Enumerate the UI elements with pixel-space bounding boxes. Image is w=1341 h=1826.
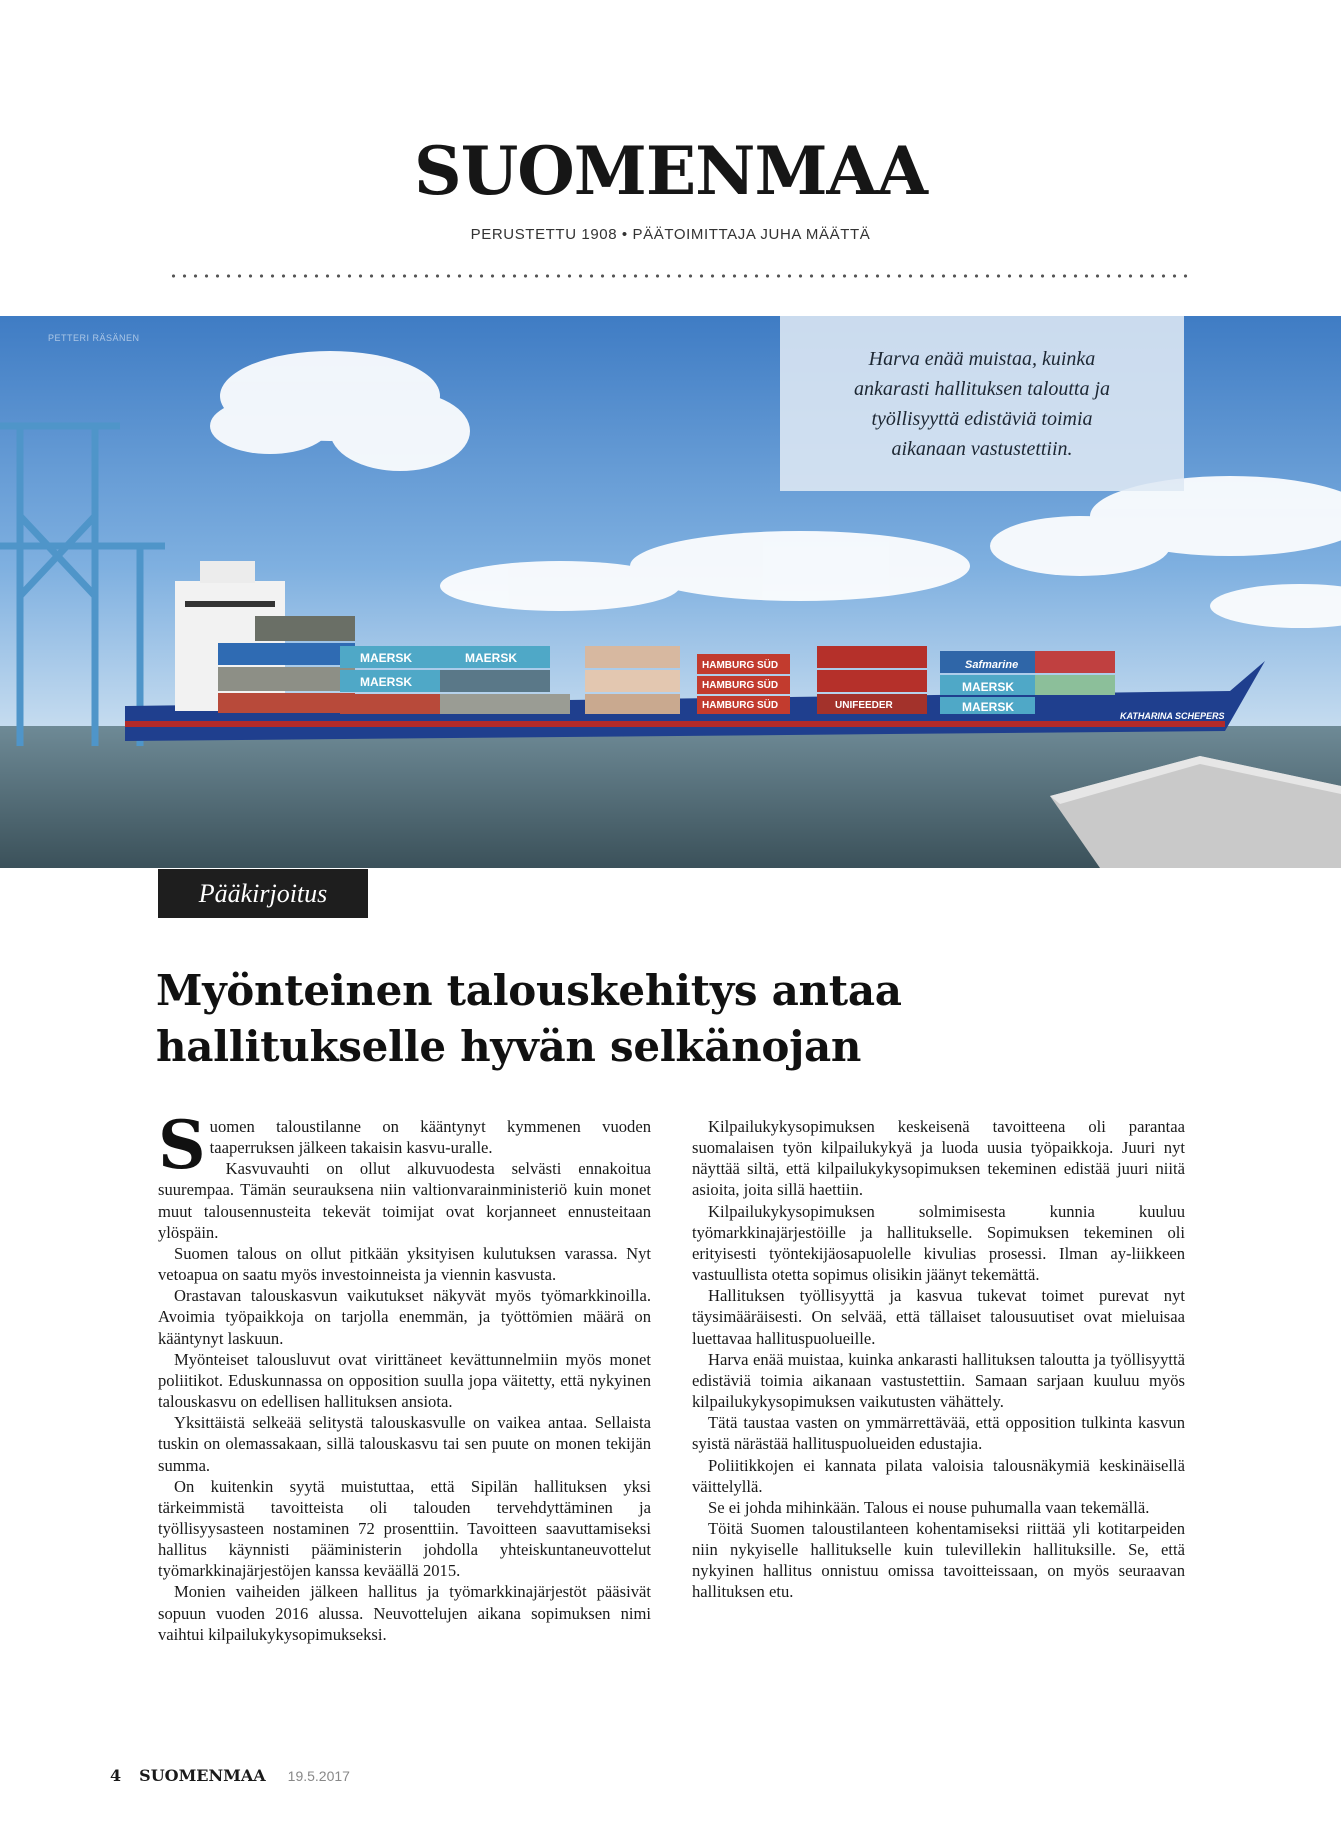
svg-text:HAMBURG SÜD: HAMBURG SÜD <box>702 660 779 671</box>
article-paragraph: Se ei johda mihinkään. Talous ei nouse puhumalla vaan tekemällä. <box>708 1497 1150 1517</box>
svg-text:MAERSK: MAERSK <box>962 700 1015 714</box>
masthead-logo: SUOMENMAA <box>414 132 927 210</box>
svg-text:UNIFEEDER: UNIFEEDER <box>835 700 893 711</box>
article-paragraph: Orastavan talouskasvun vaikutukset näkyvät myös työmarkkinoilla. Avoimia työpaikkoja on tarjolla enemmän, ja työttömien määrä on kääntynyt laskuun. <box>158 1286 651 1348</box>
issue-date: 19.5.2017 <box>287 1768 350 1784</box>
pull-quote-text: Harva enää muistaa, kuinka ankarasti hallituksen taloutta ja työllisyyttä edistäviä toimia aikanaan vastustettiin. <box>853 347 1111 460</box>
svg-text:MAERSK: MAERSK <box>360 675 413 689</box>
svg-text:MAERSK: MAERSK <box>360 651 413 665</box>
article-paragraph: Harva enää muistaa, kuinka ankarasti hallituksen taloutta ja työllisyyttä edistäviä toimia aikanaan vastustettiin. Samaan sarjaan kuuluu myös kilpailukykysopimuksen vaikutusten vähättely. <box>692 1349 1185 1412</box>
article-paragraph: Kasvuvauhti on ollut alkuvuodesta selvästi ennakoitua suurempaa. Tämän seurauksena niin valtionvarainministeriö kuin monet muut talousennusteita tekevät toimijat ovat korjanneet ennusteitaan ylöspäin. <box>158 1159 651 1242</box>
masthead <box>0 132 1341 243</box>
svg-text:HAMBURG SÜD: HAMBURG SÜD <box>702 700 779 711</box>
article-paragraph: Yksittäistä selkeää selitystä talouskasvulle on vaikea antaa. Sellaista tuskin on olemassakaan, sillä talouskasvu tai sen puute on monen tekijän summa. <box>158 1413 651 1475</box>
article-lead-paragraph <box>158 1106 651 1184</box>
article-paragraph: Kilpailukykysopimuksen keskeisenä tavoitteena oli parantaa suomalaisen työn kilpailukykyä ja luoda uusia työpaikkoja. Juuri nyt näyttää siltä, että kilpailukykysopimuksen tekeminen edistää juuri niitä asioita, joita sillä haettiin. <box>692 1117 1185 1200</box>
article-paragraph: Kilpailukykysopimuksen solmimisesta kunnia kuuluu työmarkkinajärjestöille ja hallitukselle. Sopimuksen tekeminen oli erityisesti työntekijäosapuolelle kivulias prosessi. Ilman ay-liikkeen vastuullista otetta sopimus olisikin jäänyt tekemättä. <box>692 1201 1185 1285</box>
article-column-right <box>692 1116 1185 1603</box>
article-paragraph: Myönteiset talousluvut ovat virittäneet kevättunnelmiin myös monet poliitikot. Eduskunnassa on opposition suulla jopa väitetty, että nykyinen talouskasvu on edellisen hallituksen ansiota. <box>158 1349 651 1412</box>
headline-line-2: hallitukselle hyvän selkänojan <box>156 1022 862 1071</box>
footer-logo: SUOMENMAA <box>139 1766 266 1785</box>
svg-text:HAMBURG SÜD: HAMBURG SÜD <box>702 680 779 691</box>
article-paragraph: On kuitenkin syytä muistuttaa, että Sipilän hallituksen yksi tärkeimmistä tavoitteista oli talouden tervehdyttäminen ja työllisyysasteen nostaminen 72 prosenttiin. Tavoitteen saavuttamiseksi hallitus käynnisti pääministerin johdolla yhteiskuntaneuvottelut työmarkkinajärjestöjen kanssa keväällä 2015. <box>158 1476 651 1581</box>
article-paragraph: Tätä taustaa vasten on ymmärrettävää, että opposition tulkinta kasvun syistä närästää hallituspuolueiden edustajia. <box>692 1413 1185 1454</box>
svg-text:MAERSK: MAERSK <box>465 651 518 665</box>
page-footer <box>110 1766 350 1785</box>
headline <box>156 963 1196 1075</box>
article-column-left <box>158 1106 651 1645</box>
article-paragraph: Poliitikkojen ei kannata pilata valoisia talousnäkymiä keskinäisellä väittelyllä. <box>692 1455 1185 1496</box>
headline-line-1: Myönteinen talouskehitys antaa <box>156 966 902 1015</box>
svg-text:MAERSK: MAERSK <box>962 680 1015 694</box>
dotted-divider <box>168 273 1188 279</box>
pull-quote <box>780 316 1184 491</box>
page-number: 4 <box>110 1766 122 1785</box>
article-paragraph: Töitä Suomen taloustilanteen kohentamiseksi riittää yli kotitarpeiden niin nykyiselle hallitukselle kuin tulevillekin hallituksille. Se, että nykyinen hallitus onnistuu omissa tavoitteissaan, on myös seuraavan hallituksen etu. <box>692 1518 1185 1602</box>
article-paragraph: Monien vaiheiden jälkeen hallitus ja työmarkkinajärjestöt pääsivät sopuun vuoden 2016 alussa. Neuvottelujen aikana sopimuksen nimi vaihtui kilpailukykysopimukseksi. <box>158 1582 651 1644</box>
drop-cap: S <box>158 1106 206 1184</box>
masthead-tagline: PERUSTETTU 1908 • PÄÄTOIMITTAJA JUHA MÄÄTTÄ <box>470 226 871 243</box>
article-paragraph: Hallituksen työllisyyttä ja kasvua tukevat toimet purevat nyt täysimääräisesti. On selvää, että tällaiset talousuutiset ovat mieluisaa luettavaa hallituspuolueille. <box>692 1286 1185 1348</box>
photo-credit: PETTERI RÄSÄNEN <box>48 333 140 343</box>
article-paragraph: Suomen talous on ollut pitkään yksityisen kulutuksen varassa. Nyt vetoapua on saatu myös investoinneista ja viennin kasvusta. <box>158 1243 651 1285</box>
lead-text: uomen taloustilanne on kääntynyt kymmenen vuoden taaperruksen jälkeen takaisin kasvu-uralle. <box>209 1117 651 1158</box>
svg-text:KATHARINA SCHEPERS: KATHARINA SCHEPERS <box>1120 711 1225 721</box>
section-tag: Pääkirjoitus <box>158 869 368 918</box>
svg-text:Safmarine: Safmarine <box>965 659 1019 671</box>
